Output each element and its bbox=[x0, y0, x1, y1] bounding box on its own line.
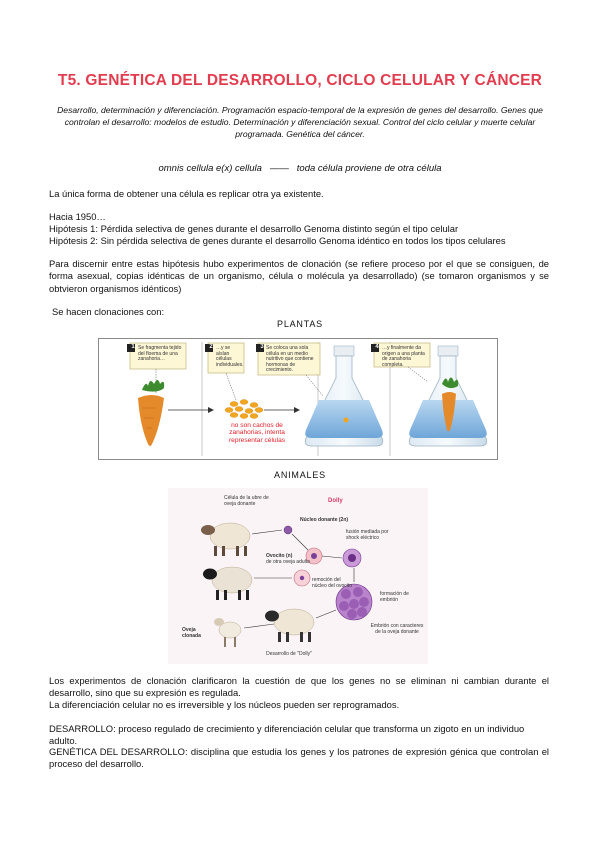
definition-genetica-desarrollo: GENÉTICA DEL DESARROLLO: disciplina que estudia los genes y los patrones de expresión génica que controlan el proceso del desarrollo. bbox=[49, 746, 549, 770]
hipotesis-1: Hipótesis 1: Pérdida selectiva de genes durante el desarrollo Genoma distinto según el tipo celular bbox=[49, 223, 459, 234]
step1-caption: Se fragmenta tejido del floema de una zanahoria… bbox=[138, 345, 182, 363]
intro-paragraph: La única forma de obtener una célula es replicar otra ya existente. bbox=[49, 188, 324, 199]
dolly-label: Dolly bbox=[328, 498, 343, 504]
step2-number: 2 bbox=[209, 344, 213, 350]
donor-sheep-icon bbox=[201, 523, 250, 556]
surrogate-sheep-icon bbox=[265, 609, 314, 642]
step3-number: 3 bbox=[260, 344, 264, 350]
cloned-lamb-icon bbox=[214, 618, 241, 647]
udder-cell-label: Célula de la ubre de oveja donante bbox=[224, 495, 269, 507]
topic-summary: Desarrollo, determinación y diferenciación. Programación espacio-temporal de la expresión de genes del desarrollo. Genes que controlan el desarrollo: modelos de estudio. Determinación y diferenciación sexual. Control del ciclo celular y muerte celular programada. Genética del cáncer. bbox=[57, 105, 543, 139]
conclusion-paragraph-2: La diferenciación celular no es irreversible y los núcleos pueden ser reprogramados. bbox=[49, 699, 400, 710]
plant-cloning-figure bbox=[98, 338, 498, 460]
step4-caption: …y finalmente da origen a una planta de zanahoria completa. bbox=[382, 345, 425, 368]
enucleation-label: remoción del núcleo del ovocito bbox=[312, 577, 353, 589]
reconstructed-nucleus-icon bbox=[348, 554, 356, 562]
definition-desarrollo: DESARROLLO: proceso regulado de crecimiento y diferenciación celular que transforma un zigoto en un individuo adulto. bbox=[49, 723, 525, 747]
oocyte-sub-label: de otra oveja adulta bbox=[266, 559, 310, 565]
plantas-label: PLANTAS bbox=[277, 319, 323, 329]
conclusion-paragraph-1: Los experimentos de clonación clarificaron la cuestión de que los genes no se eliminan ni cambian durante el desarrollo, sino que su expresión es regulada. bbox=[49, 675, 549, 699]
oocyte-sheep-icon bbox=[203, 567, 252, 600]
handwritten-note: no son cachos de zanahorias, intenta representar células bbox=[228, 422, 286, 444]
clonaciones-line: Se hacen clonaciones con: bbox=[52, 306, 165, 317]
fusion-label: fusión mediada por shock eléctrico bbox=[346, 529, 389, 541]
discernir-paragraph: Para discernir entre estas hipótesis hubo experimentos de clonación (se refiere proceso por el que se consiguen, de forma asexual, copias idénticas de un organismo, célula o molécula ya desarrollado) (se tomaron organismos y se obtvieron organismos idénticos) bbox=[49, 258, 549, 294]
step1-number: 1 bbox=[131, 344, 135, 350]
embryo-formation-label: formación de embrión bbox=[380, 591, 409, 603]
motto-line bbox=[0, 163, 600, 174]
cloned-sheep-label: Oveja clonada bbox=[182, 627, 201, 639]
dolly-development-label: Desarrollo de "Dolly" bbox=[266, 651, 312, 657]
hipotesis-2: Hipótesis 2: Sin pérdida selectiva de genes durante el desarrollo Genoma idéntico en todos los tipos celulares bbox=[49, 235, 506, 246]
step3-caption: Se coloca una sola célula en un medio nutritivo que contiene hormonas de crecimiento. bbox=[266, 345, 314, 374]
step4-number: 4 bbox=[375, 344, 379, 350]
document-title: T5. GENÉTICA DEL DESARROLLO, CICLO CELULAR Y CÁNCER bbox=[57, 72, 543, 89]
motto-latin: omnis cellula e(x) cellula bbox=[158, 163, 262, 174]
dolly-cloning-figure bbox=[168, 488, 428, 664]
donor-nucleus-label: Núcleo donante (2n) bbox=[300, 517, 349, 523]
hacia-line: Hacia 1950… bbox=[49, 211, 106, 222]
motto-spanish: toda célula proviene de otra célula bbox=[296, 163, 442, 174]
embryo-icon bbox=[336, 584, 372, 620]
embryo-label: Embrión con caracteres de la oveja donante bbox=[370, 623, 424, 635]
donor-nucleus-icon bbox=[284, 526, 292, 534]
oocyte-nucleus-icon bbox=[300, 576, 304, 580]
step2-caption: …y se aíslan células individuales. bbox=[216, 345, 244, 368]
animales-label: ANIMALES bbox=[274, 470, 326, 480]
oocyte-label: Ovocito (n) bbox=[266, 553, 293, 559]
motto-dash: —— bbox=[269, 163, 289, 174]
